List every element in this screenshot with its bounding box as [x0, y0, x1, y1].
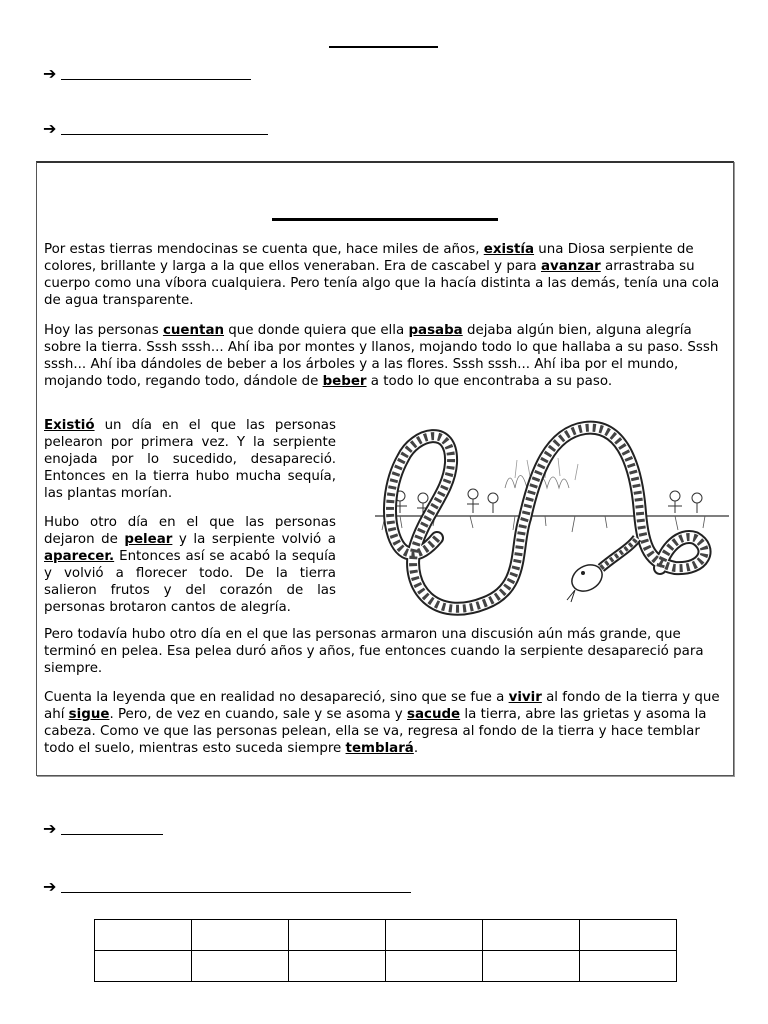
table-cell[interactable] [580, 920, 677, 951]
table-cell[interactable] [192, 951, 289, 982]
table-cell[interactable] [95, 920, 192, 951]
keyword: pelear [124, 532, 173, 547]
story-paragraph-4 [44, 514, 336, 616]
keyword: Existió [44, 418, 95, 433]
story-text: al fondo de la tierra y que ahí [44, 690, 720, 722]
table-cell[interactable] [386, 920, 483, 951]
table-cell[interactable] [580, 951, 677, 982]
keyword: avanzar [541, 259, 601, 274]
keyword: sacude [407, 707, 461, 722]
story-text: la tierra, abre las grietas y asoma la cabeza. Como ve que las personas pelean, ella se va, regresa al fondo de la tierra y hace temblar todo el suelo, mientras esto suceda siempre [44, 707, 707, 756]
story-title-blank [272, 218, 498, 221]
story-text: a todo lo que encontraba a su paso. [366, 374, 613, 389]
table-cell[interactable] [483, 951, 580, 982]
table-cell[interactable] [386, 951, 483, 982]
arrow-right-icon: ➔ [43, 877, 57, 896]
serpent-illustration [375, 418, 729, 624]
question-row-2 [43, 116, 268, 138]
answer-blank[interactable] [61, 833, 163, 835]
story-paragraph-6 [44, 689, 720, 757]
keyword: aparecer. [44, 549, 115, 564]
answer-blank[interactable] [61, 891, 411, 893]
story-text: Por estas tierras mendocinas se cuenta que, hace miles de años, [44, 242, 484, 257]
story-paragraph-3 [44, 417, 336, 502]
story-text: Hoy las personas [44, 323, 163, 338]
story-text: Pero todavía hubo otro día en el que las personas armaron una discusión aún más grande, que terminó en pelea. Esa pelea duró años y años, fue entonces cuando la serpiente desapareció para siempre. [44, 627, 704, 676]
story-text: que donde quiera que ella [224, 323, 409, 338]
table-row [95, 920, 677, 951]
title-blank [329, 46, 438, 48]
story-paragraph-5 [44, 626, 720, 677]
story-text: dejaba algún bien, alguna alegría sobre la tierra. Sssh sssh... Ahí iba por montes y llanos, mojando todo lo que hallaba a su paso. Sssh sssh... Ahí iba dándoles de beber a los árboles y a las flores. Sssh sssh... Ahí iba por el mundo, mojando todo, regando todo, dándole de [44, 323, 719, 389]
answer-blank[interactable] [61, 133, 268, 135]
arrow-right-icon: ➔ [43, 819, 57, 838]
story-text: un día en el que las personas pelearon por primera vez. Y la serpiente enojada por lo sucedido, desapareció. Entonces en la tierra hubo mucha sequía, las plantas morían. [44, 418, 336, 501]
answer-blank[interactable] [61, 78, 251, 80]
keyword: vivir [508, 690, 542, 705]
table-cell[interactable] [483, 920, 580, 951]
keyword: beber [322, 374, 367, 389]
story-text: y la serpiente volvió a [172, 532, 336, 547]
keyword: existía [483, 242, 535, 257]
keyword: temblará [345, 741, 414, 756]
arrow-right-icon: ➔ [43, 119, 57, 138]
keyword: pasaba [408, 323, 463, 338]
story-text: una Diosa serpiente de colores, brillante y larga a la que ellos veneraban. Era de cascabel y para [44, 242, 694, 274]
story-box [36, 161, 734, 776]
story-text: arrastraba su cuerpo como una víbora cualquiera. Pero tenía algo que la hacía distinta a las demás, tenía una cola de agua transparente. [44, 259, 720, 308]
question-row-4 [43, 874, 411, 896]
story-text: Cuenta la leyenda que en realidad no desapareció, sino que se fue a [44, 690, 509, 705]
table-cell[interactable] [289, 951, 386, 982]
arrow-right-icon: ➔ [43, 64, 57, 83]
story-text: . Pero, de vez en cuando, sale y se asoma y [109, 707, 407, 722]
story-text: Entonces así se acabó la sequía y volvió a florecer todo. De la tierra salieron frutos y del corazón de las personas brotaron cantos de alegría. [44, 549, 336, 615]
question-row-3 [43, 816, 163, 838]
table-row [95, 951, 677, 982]
table-cell[interactable] [95, 951, 192, 982]
keyword: cuentan [162, 323, 225, 338]
answer-table [94, 919, 677, 982]
keyword: sigue [68, 707, 110, 722]
story-paragraph-2 [44, 322, 720, 390]
story-text: . [413, 741, 419, 756]
story-text: Hubo otro día en el que las personas dejaron de [44, 515, 336, 547]
question-row-1 [43, 61, 251, 83]
table-cell[interactable] [289, 920, 386, 951]
table-cell[interactable] [192, 920, 289, 951]
story-paragraph-1 [44, 241, 720, 309]
